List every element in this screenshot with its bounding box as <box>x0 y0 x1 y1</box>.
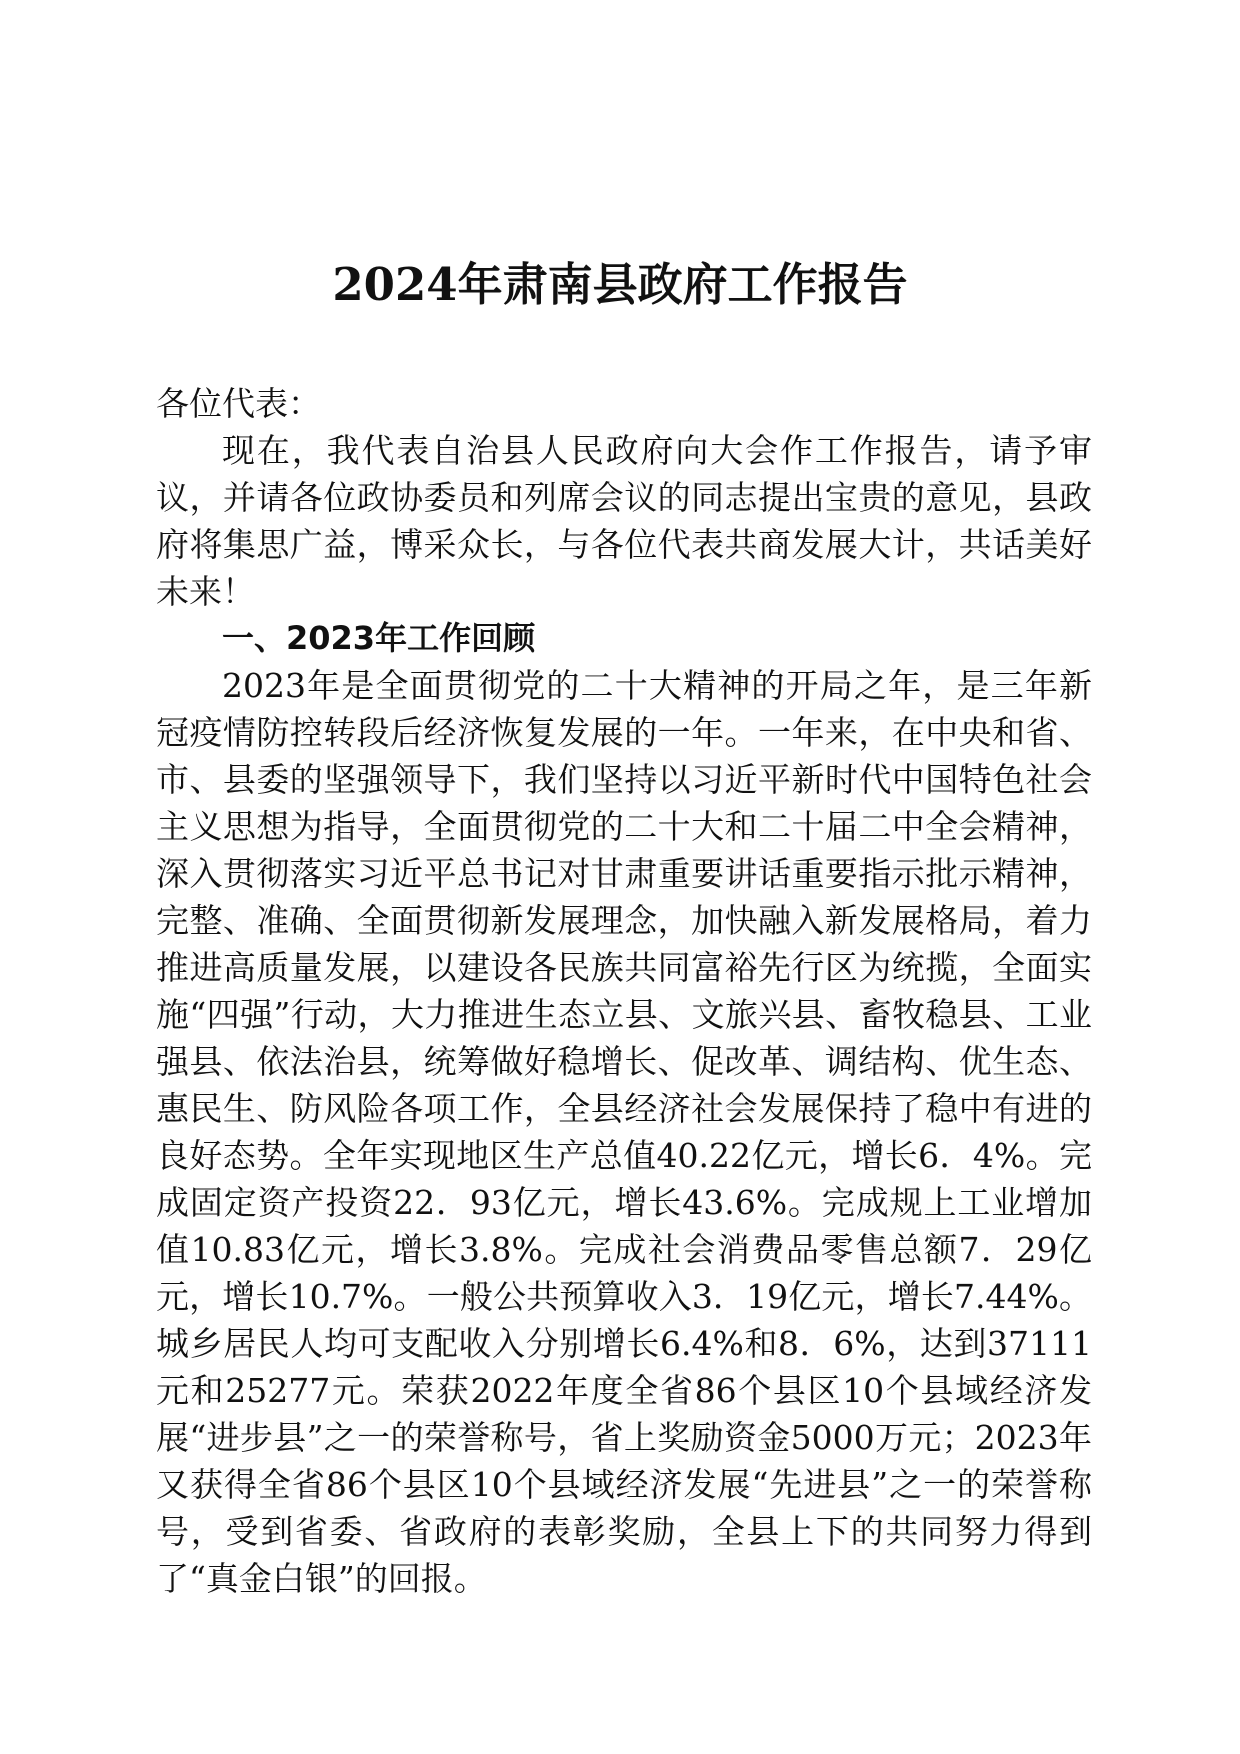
intro-paragraph: 现在，我代表自治县人民政府向大会作工作报告，请予审议，并请各位政协委员和列席会议的同志提出宝贵的意见，县政府将集思广益，博采众长，与各位代表共商发展大计，共话美好未来！ <box>156 431 1092 611</box>
salutation: 各位代表： <box>156 384 321 423</box>
section-heading: 一、2023年工作回顾 <box>222 619 536 657</box>
section-paragraph: 2023年是全面贯彻党的二十大精神的开局之年，是三年新冠疫情防控转段后经济恢复发展的一年。一年来，在中央和省、市、县委的坚强领导下，我们坚持以习近平新时代中国特色社会主义思想为指导，全面贯彻党的二十大和二十届二中全会精神，深入贯彻落实习近平总书记对甘肃重要讲话重要指示批示精神，完整、准确、全面贯彻新发展理念，加快融入新发展格局，着力推进高质量发展，以建设各民族共同富裕先行区为统揽，全面实施“四强”行动，大力推进生态立县、文旅兴县、畜牧稳县、工业强县、依法治县，统筹做好稳增长、促改革、调结构、优生态、惠民生、防风险各项工作，全县经济社会发展保持了稳中有进的良好态势。全年实现地区生产总值40.22亿元，增长6．4%。完成固定资产投资22．93亿元，增长43.6%。完成规上工业增加值10.83亿元，增长3.8%。完成社会消费品零售总额7．29亿元，增长10.7%。一般公共预算收入3．19亿元，增长7.44%。城乡居民人均可支配收入分别增长6.4%和8．6%，达到37111元和25277元。荣获2022年度全省86个县区10个县域经济发展“进步县”之一的荣誉称号，省上奖励资金5000万元；2023年又获得全省86个县区10个县域经济发展“先进县”之一的荣誉称号，受到省委、省政府的表彰奖励，全县上下的共同努力得到了“真金白银”的回报。 <box>156 666 1092 1598</box>
document-body <box>156 380 1092 1602</box>
document-title: 2024年肃南县政府工作报告 <box>332 258 908 311</box>
